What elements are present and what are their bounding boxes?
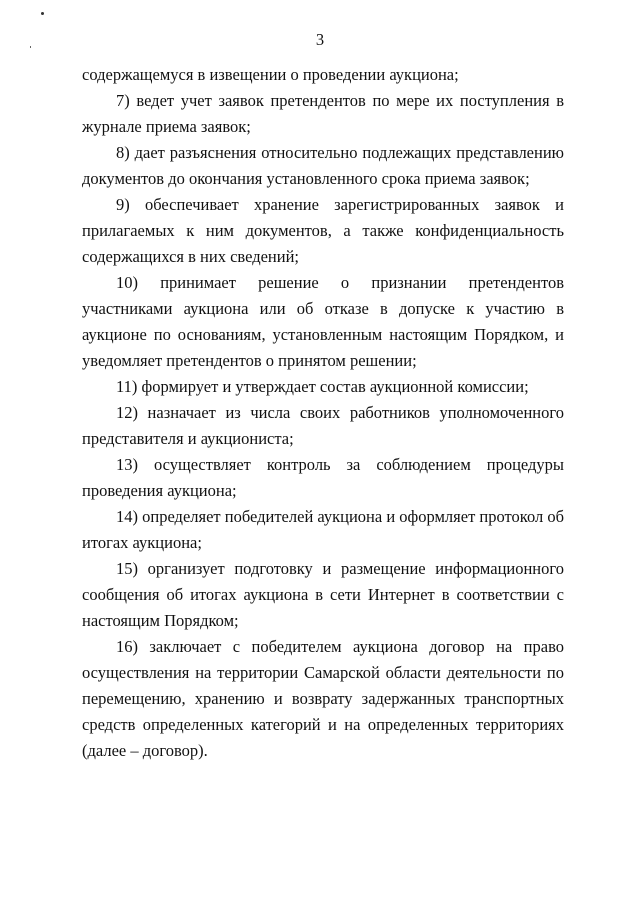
- scan-speck: [41, 12, 44, 15]
- paragraph-item-15: 15) организует подготовку и размещение информационного сообщения об итогах аукциона в сети Интернет в соответствии с настоящим Порядком;: [82, 559, 564, 630]
- paragraph-item-14: 14) определяет победителей аукциона и оформляет протокол об итогах аукциона;: [82, 507, 564, 552]
- paragraph-item-16: 16) заключает с победителем аукциона договор на право осуществления на территории Самарской области деятельности по перемещению, хранению и возврату задержанных транспортных средств определенных категорий и на определенных территориях (далее – договор).: [82, 637, 564, 760]
- paragraph-continuation: содержащемуся в извещении о проведении аукциона;: [82, 65, 459, 84]
- paragraph-item-9: 9) обеспечивает хранение зарегистрированных заявок и прилагаемых к ним документов, а также конфиденциальность содержащихся в них сведений;: [82, 195, 564, 266]
- paragraph-item-8: 8) дает разъяснения относительно подлежащих представлению документов до окончания установленного срока приема заявок;: [82, 143, 564, 188]
- paragraph-item-7: 7) ведет учет заявок претендентов по мере их поступления в журнале приема заявок;: [82, 91, 564, 136]
- paragraph-item-12: 12) назначает из числа своих работников уполномоченного представителя и аукциониста;: [82, 403, 564, 448]
- paragraph-item-13: 13) осуществляет контроль за соблюдением процедуры проведения аукциона;: [82, 455, 564, 500]
- paragraph-item-11: 11) формирует и утверждает состав аукционной комиссии;: [116, 377, 529, 396]
- document-body: [82, 62, 564, 764]
- page-number: 3: [315, 30, 325, 49]
- paragraph-item-10: 10) принимает решение о признании претендентов участниками аукциона или об отказе в допуске к участию в аукционе по основаниям, установленным настоящим Порядком, и уведомляет претендентов о принятом решении;: [82, 273, 564, 370]
